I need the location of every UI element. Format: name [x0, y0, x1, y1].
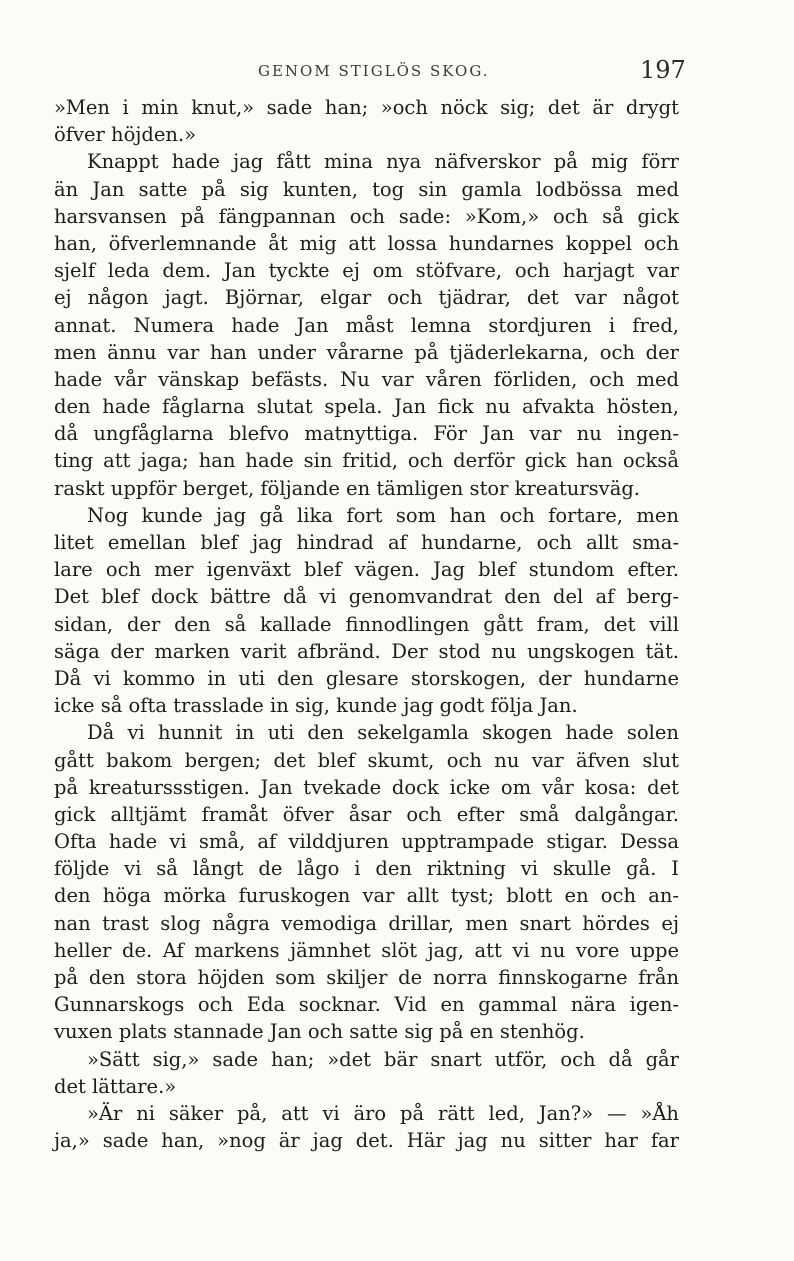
text-line: sjelf leda dem. Jan tyckte ej om stöfvare, och harjagt var	[54, 259, 679, 283]
text-line: Nog kunde jag gå lika fort som han och fortare, men	[87, 503, 679, 527]
text-line: gick alltjämt framåt öfver åsar och efter små dalgångar.	[54, 802, 679, 826]
text-line: då ungfåglarna blefvo matnyttiga. För Jan var nu ingen-	[54, 422, 679, 446]
running-title: GENOM STIGLÖS SKOG.	[258, 62, 490, 80]
text-line: Gunnarskogs och Eda socknar. Vid en gammal nära igen-	[54, 993, 679, 1017]
text-line: hade vår vänskap befästs. Nu var våren förliden, och med	[54, 367, 679, 391]
text-line: Knappt hade jag fått mina nya näfverskor på mig förr	[87, 150, 679, 174]
text-line: lare och mer igenväxt blef vägen. Jag blef stundom efter.	[54, 558, 679, 582]
text-line: Det blef dock bättre då vi genomvandrat den del af berg-	[54, 585, 679, 609]
text-line: »Men i min knut,» sade han; »och nöck sig; det är drygt	[54, 96, 679, 119]
text-line: heller de. Af markens jämnhet slöt jag, att vi nu vore uppe	[54, 938, 679, 962]
text-line: litet emellan blef jag hindrad af hundarne, och allt sma-	[54, 531, 679, 554]
page-number: 197	[640, 56, 686, 84]
text-line: vuxen plats stannade Jan och satte sig på en stenhög.	[54, 1020, 585, 1044]
text-line: följde vi så långt de lågo i den riktning vi skulle gå. I	[54, 857, 679, 881]
text-line: ja,» sade han, »nog är jag det. Här jag nu sitter har far	[54, 1129, 679, 1153]
text-line: harsvansen på fängpannan och sade: »Kom,» och så gick	[54, 204, 679, 228]
text-line: icke så ofta trasslade in sig, kunde jag godt följa Jan.	[54, 694, 578, 718]
text-line: »Sätt sig,» sade han; »det bär snart utför, och då går	[87, 1047, 679, 1071]
text-line: den höga mörka furuskogen var allt tyst; blott en och an-	[54, 884, 679, 908]
body-text	[54, 94, 679, 1154]
text-line: sidan, der den så kallade finnodlingen gått fram, det vill	[54, 612, 679, 636]
text-line: gått bakom bergen; det blef skumt, och nu var äfven slut	[54, 748, 679, 772]
text-line: öfver höjden.»	[54, 123, 197, 147]
text-line: Då vi kommo in uti den glesare storskogen, der hundarne	[54, 666, 679, 690]
text-line: »Är ni säker på, att vi äro på rätt led, Jan?» — »Åh	[87, 1101, 679, 1125]
text-line: han, öfverlemnande åt mig att lossa hundarnes koppel och	[54, 231, 679, 255]
text-line: ej någon jagt. Björnar, elgar och tjädrar, det var något	[54, 286, 679, 310]
text-line: ting att jaga; han hade sin fritid, och derför gick han också	[54, 449, 679, 473]
text-line: på den stora höjden som skiljer de norra finnskogarne från	[54, 966, 679, 989]
text-line: på kreaturssstigen. Jan tvekade dock icke om vår kosa: det	[54, 775, 679, 799]
running-head	[0, 58, 794, 88]
text-line: det lättare.»	[54, 1074, 177, 1098]
text-line: raskt uppför berget, följande en tämligen stor kreatursväg.	[54, 476, 641, 500]
text-line: än Jan satte på sig kunten, tog sin gamla lodbössa med	[54, 177, 679, 201]
text-line: den hade fåglarna slutat spela. Jan fick nu afvakta hösten,	[54, 395, 679, 419]
text-line: nan trast slog några vemodiga drillar, men snart hördes ej	[54, 911, 679, 935]
text-line: men ännu var han under vårarne på tjäderlekarna, och der	[54, 340, 679, 364]
text-line: säga der marken varit afbränd. Der stod nu ungskogen tät.	[54, 639, 679, 663]
text-line: Ofta hade vi små, af vilddjuren upptrampade stigar. Dessa	[54, 830, 679, 854]
text-line: Då vi hunnit in uti den sekelgamla skogen hade solen	[87, 721, 679, 745]
text-line: annat. Numera hade Jan måst lemna stordjuren i fred,	[54, 313, 679, 337]
